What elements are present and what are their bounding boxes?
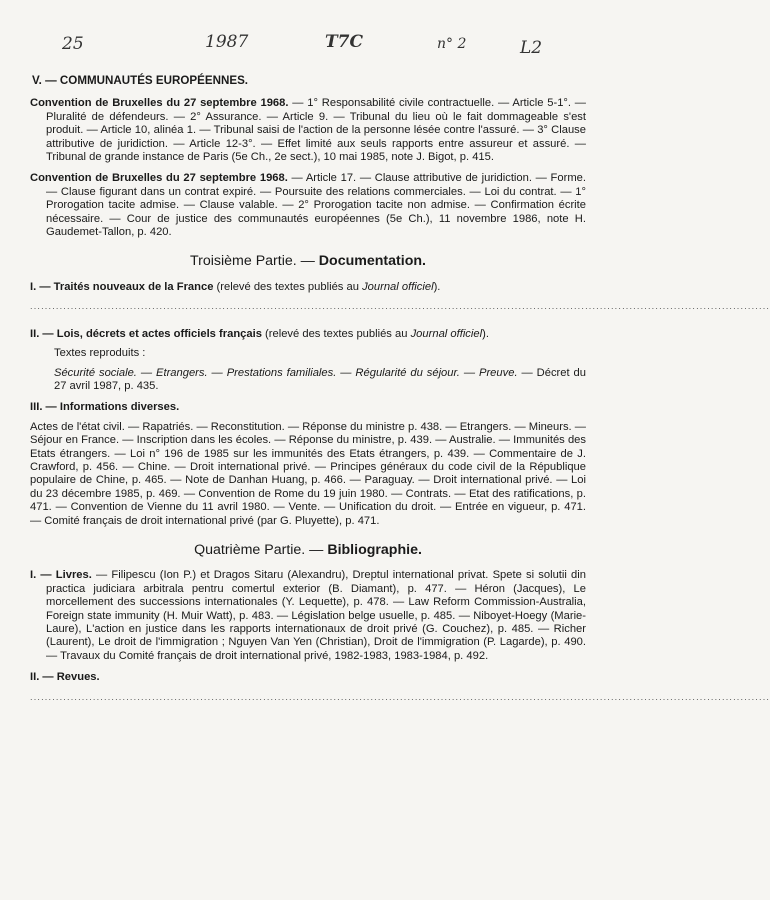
part3-iii-heading: III. — Informations diverses.	[30, 401, 180, 414]
part3-title-plain: Troisième Partie. —	[190, 253, 319, 270]
convention-heading-2: Convention de Bruxelles du 27 septembre 1968.	[30, 172, 288, 185]
convention-heading-1: Convention de Bruxelles du 27 septembre 1968.	[30, 97, 289, 110]
textes-label: Textes reproduits :	[54, 347, 146, 360]
bibliographie-livres	[30, 569, 586, 663]
part3-title	[30, 255, 586, 268]
convention-body-2: — Article 17. — Clause attributive de juridiction. — Forme. — Clause figurant dans un contrat expiré. — Poursuite des relations commerciales. — Loi du contrat. — 1° Prorogation tacite admise. — Clause valable. — 2° Prorogation tacite non admise. — Confirmation écrite nécessaire. — Cour de justice des communautés européennes (5e Ch.), 11 novembre 1986, note H. Gaudemet-Tallon, p. 420.	[46, 172, 586, 239]
part3-ii-journal: Journal officiel	[410, 327, 483, 340]
part3-ii-tail: (relevé des textes publiés au	[261, 327, 411, 340]
handwritten-note-3: T7C	[325, 32, 364, 52]
part3-ii-heading: II. — Lois, décrets et actes officiels français	[30, 327, 262, 340]
document-page	[30, 74, 770, 718]
dotted-leader-2: ........................................................................................................................................................................................................	[30, 691, 770, 702]
part3-item-i	[30, 281, 586, 294]
part4-title	[30, 541, 586, 558]
part3-i-end: ).	[433, 280, 441, 293]
part4-item-ii	[30, 671, 586, 684]
textes-rest: — Décret du 27 avril 1987, p. 435.	[54, 366, 586, 392]
handwritten-note-4: n° 2	[437, 36, 467, 52]
section-v-title: V. — COMMUNAUTÉS EUROPÉENNES.	[32, 74, 249, 87]
convention-body-1: — 1° Responsabilité civile contractuelle. — Article 5-1°. — Pluralité de défendeurs. — 2° Assurance. — Article 9. — Tribunal du lieu où le fait dommageable s'est produit. — Article 10, alinéa 1. — Tribunal saisi de l'action de la personne lésée contre l'assuré. — 3° Clause attributive de juridiction. — Article 12-3°. — Effet limité aux seuls rapports entre assureur et assuré. — Tribunal de grande instance de Paris (5e Ch., 2e sect.), 10 mai 1985, note J. Bigot, p. 415.	[46, 97, 586, 164]
livres-body: — Filipescu (Ion P.) et Dragos Sitaru (Alexandru), Dreptul international privat. Spete si solutii din practica judiciara arbitrala pentru comertul exterior (B. Diamant), p. 477. — Héron (Jacques), Le morcellement des successions internationales (Y. Lequette), p. 478. — Law Reform Commission-Australia, Foreign state immunity (H. Muir Watt), p. 483. — Législation belge usuelle, p. 485. — Niboyet-Hoegy (Marie-Laure), L'action en justice dans les rapports internationaux de droit privé (G. Couchez), p. 485. — Richer (Laurent), Le droit de l'immigration ; Nguyen Van Yen (Christian), Droit de l'immigration (P. Lagarde), p. 490. — Travaux du Comité français de droit international privé, 1982-1983, 1983-1984, p. 492.	[46, 569, 586, 662]
part3-ii-end: ).	[482, 327, 489, 340]
handwritten-note-5: L2	[520, 38, 543, 58]
part3-item-ii	[30, 328, 586, 341]
convention-paragraph-2	[30, 172, 586, 239]
textes-italic: Sécurité sociale. — Etrangers. — Prestations familiales. — Régularité du séjour. — Preuve.	[54, 366, 518, 379]
part3-item-iii	[30, 401, 586, 414]
livres-heading: I. — Livres.	[30, 569, 92, 582]
part3-i-heading: I. — Traités nouveaux de la France	[30, 280, 214, 293]
part3-i-tail: (relevé des textes publiés au	[213, 280, 363, 293]
textes-reproduits	[54, 367, 586, 394]
part3-title-bold: Documentation.	[318, 253, 426, 270]
revues-heading: II. — Revues.	[30, 671, 100, 684]
part4-title-plain: Quatrième Partie. —	[194, 541, 328, 558]
part3-i-journal: Journal officiel	[362, 280, 434, 293]
handwritten-note-2: 1987	[205, 32, 249, 52]
part4-title-bold: Bibliographie.	[327, 541, 422, 558]
informations-diverses: Actes de l'état civil. — Rapatriés. — Reconstitution. — Réponse du ministre p. 438. — Etrangers. — Mineurs. — Séjour en France. — Inscription dans les écoles. — Réponse du ministre, p. 439. — Australie. — Immunités des Etats étrangers. — Loi n° 196 de 1985 sur les immunités des Etats étrangers, p. 439. — Commentaire de J. Crawford, p. 456. — Chine. — Droit international privé. — Principes généraux du code civil de la République populaire de Chine, p. 465. — Note de Danhan Huang, p. 466. — Paraguay. — Droit international privé. — Loi du 23 décembre 1985, p. 469. — Convention de Rome du 19 juin 1980. — Contrats. — Etat des ratifications, p. 471. — Convention de Vienne du 11 avril 1980. — Vente. — Unification du droit. — Entrée en vigueur, p. 471. — Comité français de droit international privé (par G. Pluyette), p. 471.	[30, 420, 586, 527]
handwritten-note-1: 25	[62, 34, 84, 54]
convention-paragraph-1	[30, 97, 586, 164]
dotted-leader-1: ........................................................................................................................................................................................................	[30, 301, 770, 312]
